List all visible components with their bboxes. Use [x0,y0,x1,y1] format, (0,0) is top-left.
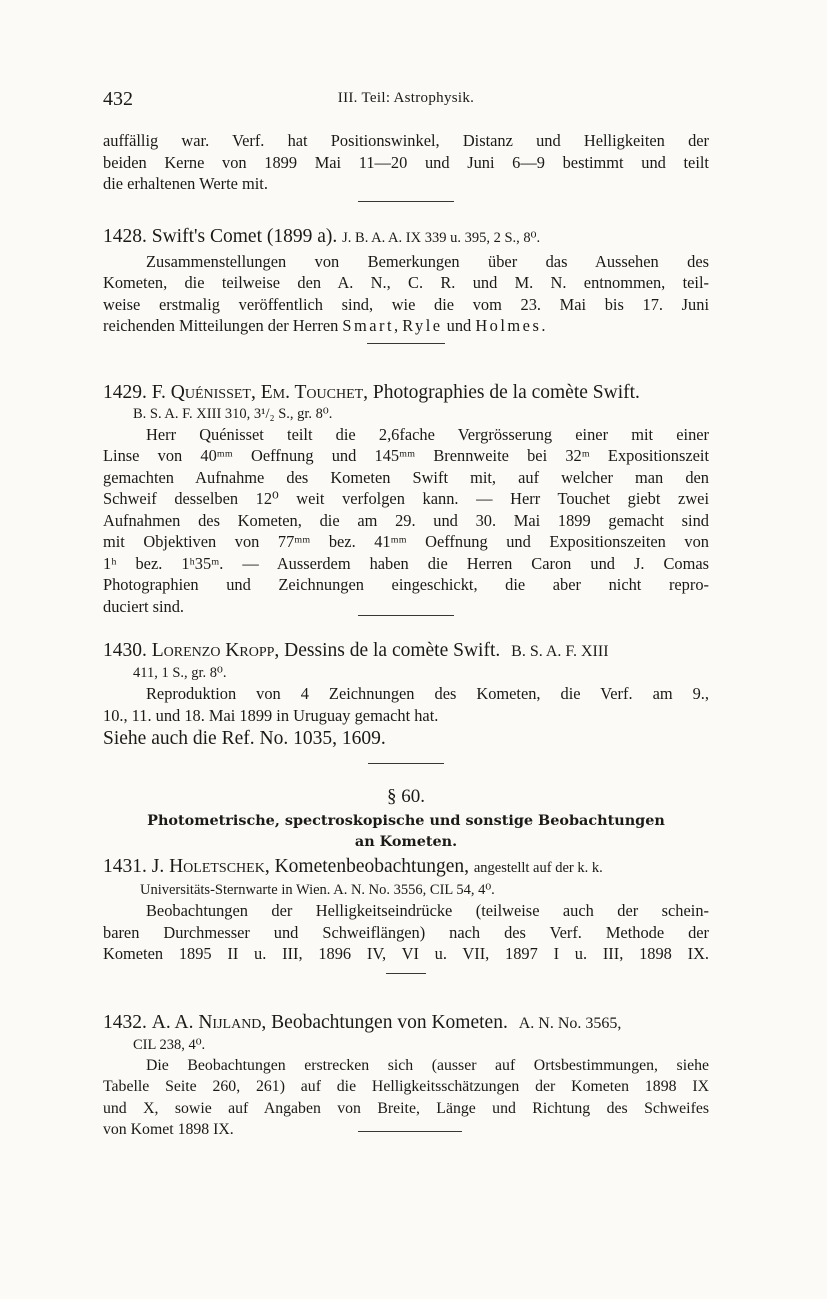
entry-number: 1429. [103,381,147,403]
entry-title: Dessins de la comète Swift. [284,640,501,661]
text-line: duciert sind. [103,596,185,616]
section-number: § 60. [387,786,425,807]
entry-title: Beobachtungen von Kometen. [271,1011,508,1033]
entry-source-cont: 411, 1 S., gr. 8⁰. [133,665,227,681]
entry-number: 1432. [103,1011,147,1033]
entry-author: Lorenzo Kropp, [151,640,280,661]
entry-heading [103,1010,709,1036]
entry-1430 [103,638,709,751]
text-line: weise erstmalig veröffentlich sind, wie die vom 23. Mai bis 17. Juni [103,294,709,314]
entry-source: B. S. A. F. XIII 310, 3¹/₂ S., gr. 8⁰. [133,405,333,422]
entry-heading [103,380,709,405]
text-line: 10., 11. und 18. Mai 1899 in Uruguay gemacht hat. [103,705,439,725]
text-line: beiden Kerne von 1899 Mai 11—20 und Juni 6—9 bestimmt und teilt [103,152,709,172]
text-line: Kometen 1895 II u. III, 1896 IV, VI u. VII, 1897 I u. III, 1898 IX. [103,944,709,963]
text-line: Schweif desselben 12⁰ weit verfolgen kann. — Herr Touchet giebt zwei [103,489,709,508]
text-line: baren Durchmesser und Schweiflängen) nach des Verf. Methode der [103,922,709,942]
text-run: reichenden Mitteilungen der Herren [103,316,343,335]
entry-source: A. N. No. 3565, [518,1014,622,1032]
entry-title: Swift's Comet (1899 a). [151,225,338,247]
text-line: Herr Quénisset teilt die 2,6fache Vergrösserung einer mit einer [146,424,709,444]
text-line: Kometen, die teilweise den A. N., C. R. und M. N. entnommen, teil- [103,273,709,292]
text-line: und X, sowie auf Angaben von Breite, Länge und Richtung des Schweifes [103,1099,709,1117]
text-line: Tabelle Seite 260, 261) auf die Helligkeitsschätzungen der Kometen 1898 IX [103,1078,709,1095]
entry-heading [103,638,709,664]
entry-heading [103,854,709,881]
person-name: Ryle [402,316,443,335]
section-title: an Kometen. [354,833,458,850]
text-line: auffällig war. Verf. hat Positionswinkel, Distanz und Helligkeiten der [103,131,709,150]
entry-title: Kometenbeobachtungen, [274,856,469,877]
person-name: Smart [342,316,395,335]
running-header [103,88,709,114]
entry-1432 [103,1010,709,1141]
entry-number: 1428. [103,225,147,247]
entry-source-cont: CIL 238, 4⁰. [133,1036,206,1053]
text-line: Zusammenstellungen von Bemerkungen über das Aussehen des [146,251,709,271]
text-line: mit Objektiven von 77ᵐᵐ bez. 41ᵐᵐ Oeffnung und Expositionszeiten von [103,532,709,551]
text-run: . [541,316,546,335]
text-run: , [394,316,403,335]
separator-line [368,763,444,764]
separator-line [358,1131,462,1132]
entry-source: B. S. A. F. XIII [511,643,609,660]
text-line: die erhaltenen Werte mit. [103,174,268,193]
text-line: Beobachtungen der Helligkeitseindrücke (teilweise auch der schein- [146,901,709,920]
entry-1429 [103,380,709,618]
entry-number: 1431. [103,856,147,877]
text-line: Die Beobachtungen erstrecken sich (ausser auf Ortsbestimmungen, siehe [146,1056,709,1074]
entry-author: A. A. Nijland, [151,1011,267,1033]
entry-source: angestellt auf der k. k. [473,860,603,876]
text-line: gemachten Aufnahme des Kometen Swift mit, auf welcher man den [103,467,709,487]
entry-title: Photographies de la comète Swift. [372,381,640,403]
entry-authors: F. Quénisset, Em. Touchet, [151,381,369,403]
text-run: und [442,316,476,335]
entry-source: J. B. A. A. IX 339 u. 395, 2 S., 8⁰. [342,229,541,246]
text-line: Aufnahmen des Kometen, die am 29. und 30. Mai 1899 gemacht sind [103,510,709,530]
entry-source-cont: Universitäts-Sternwarte in Wien. A. N. No. 3556, CIL 54, 4⁰. [140,882,495,898]
see-also: Siehe auch die Ref. No. 1035, 1609. [103,728,386,749]
text-line [103,315,709,337]
intro-paragraph [103,130,709,195]
person-name: Holmes [475,316,542,335]
text-line: von Komet 1898 IX. [103,1121,234,1138]
text-line: Linse von 40ᵐᵐ Oeffnung und 145ᵐᵐ Brennweite bei 32ᵐ Expositionszeit [103,446,709,465]
entry-1431 [103,854,709,965]
page-number: 432 [103,88,133,110]
running-title: III. Teil: Astrophysik. [337,90,475,106]
text-line: 1ʰ bez. 1ʰ35ᵐ. — Ausserdem haben die Herren Caron und J. Comas [103,553,709,573]
entry-author: J. Holetschek, [151,856,270,877]
entry-heading [103,224,709,251]
page-body [103,130,709,1138]
text-line: Reproduktion von 4 Zeichnungen des Kometen, die Verf. am 9., [146,684,709,703]
entry-number: 1430. [103,640,147,661]
text-line: Photographien und Zeichnungen eingeschickt, die aber nicht repro- [103,575,709,594]
section-title: Photometrische, spectroskopische und sonstige Beobachtungen [147,812,665,829]
entry-1428 [103,224,709,337]
